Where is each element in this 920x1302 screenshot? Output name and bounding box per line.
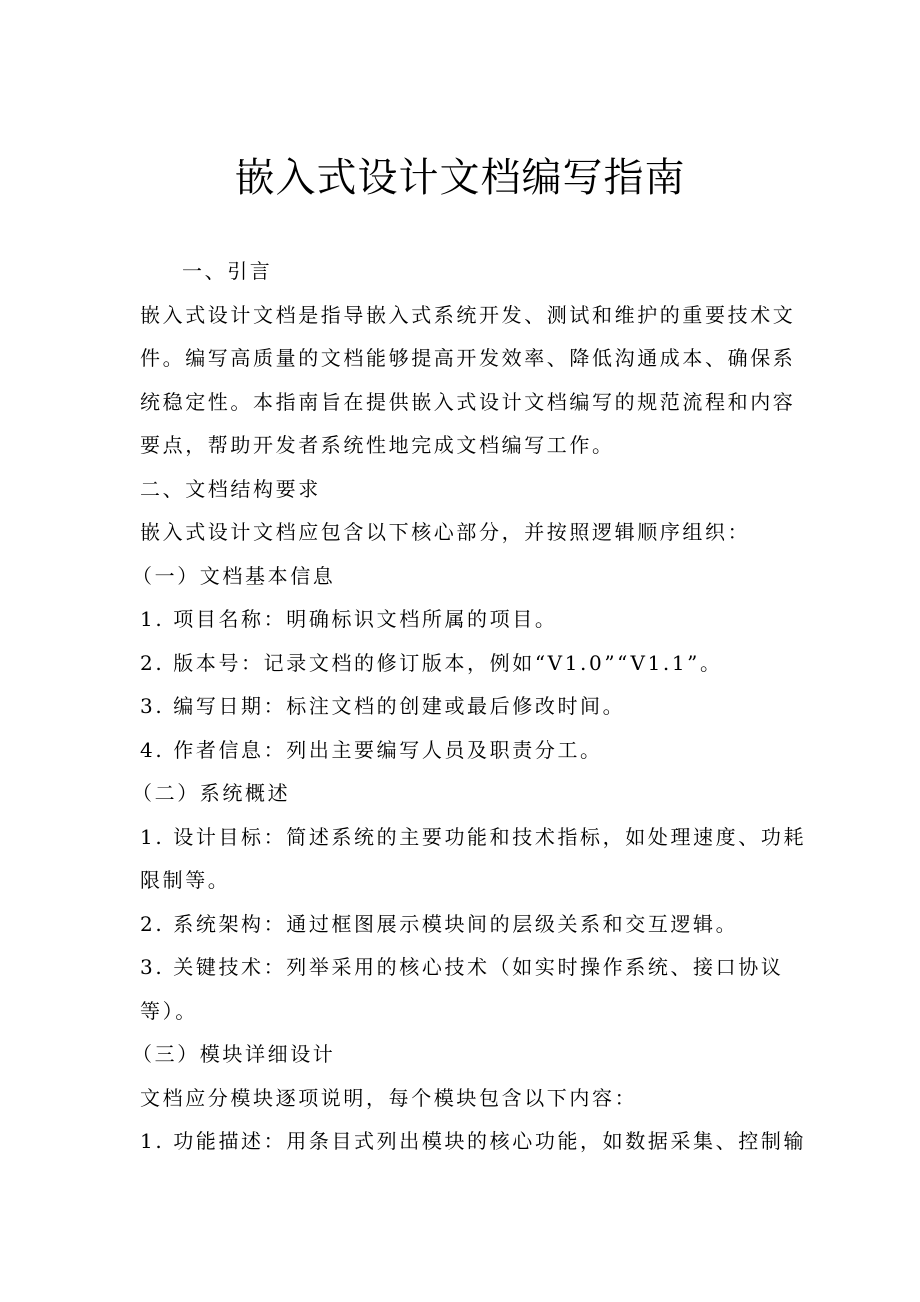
paragraph-line: 统稳定性。本指南旨在提供嵌入式设计文档编写的规范流程和内容 [140,389,796,414]
list-item: 2. 系统架构：通过框图展示模块间的层级关系和交互逻辑。 [140,911,739,936]
list-item: 1. 设计目标：简述系统的主要功能和技术指标，如处理速度、功耗 [140,824,807,849]
document-body [132,250,807,1164]
subheading-module-design: （三）模块详细设计 [132,1042,336,1066]
paragraph-line: 要点，帮助开发者系统性地完成文档编写工作。 [140,433,615,457]
list-item: 3. 编写日期：标注文档的创建或最后修改时间。 [140,694,626,718]
list-item: 1. 功能描述：用条目式列出模块的核心功能，如数据采集、控制输 [140,1129,807,1153]
section-heading-introduction: 一、引言 [182,259,273,283]
paragraph-line: 件。编写高质量的文档能够提高开发效率、降低沟通成本、确保系 [140,346,796,370]
list-item: 2. 版本号：记录文档的修订版本，例如“V1.0”“V1.1”。 [140,650,723,675]
section-heading-structure: 二、文档结构要求 [140,476,321,501]
subheading-system-overview: （二）系统概述 [132,781,291,805]
paragraph-line: 嵌入式设计文档应包含以下核心部分，并按照逻辑顺序组织： [140,520,751,544]
document-title: 嵌入式设计文档编写指南 [234,155,686,201]
list-item-continuation: 等）。 [140,998,198,1023]
list-item: 4. 作者信息：列出主要编写人员及职责分工。 [140,737,603,762]
list-item: 1. 项目名称：明确标识文档所属的项目。 [140,607,558,631]
subheading-basic-info: （一）文档基本信息 [132,563,336,588]
list-item-continuation: 限制等。 [140,868,231,892]
list-item: 3. 关键技术：列举采用的核心技术（如实时操作系统、接口协议 [140,955,784,979]
paragraph-line: 嵌入式设计文档是指导嵌入式系统开发、测试和维护的重要技术文 [140,302,796,327]
paragraph-line: 文档应分模块逐项说明，每个模块包含以下内容： [140,1085,638,1110]
